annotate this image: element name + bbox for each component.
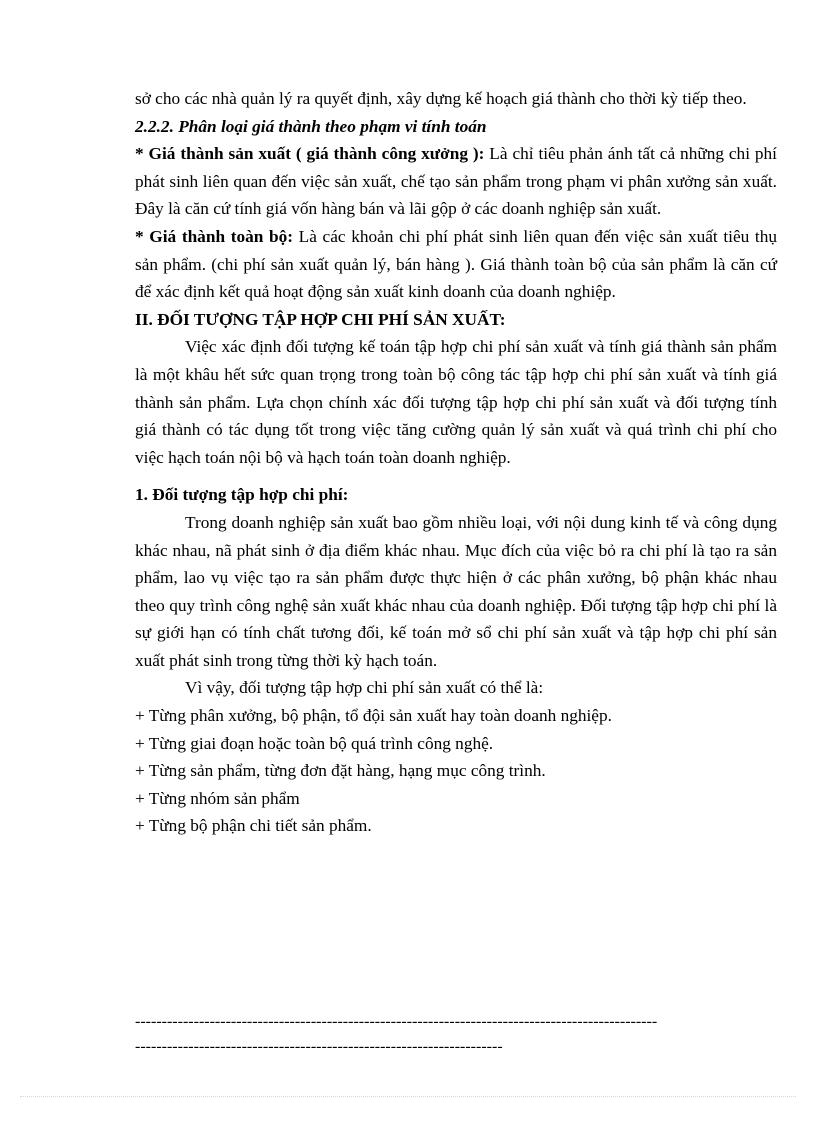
list-item: + Từng phân xưởng, bộ phận, tổ đội sản xuất hay toàn doanh nghiệp. (135, 706, 612, 726)
section-heading-1: 1. Đối tượng tập hợp chi phí: (135, 485, 349, 505)
paragraph-vi-vay: Vì vậy, đối tượng tập hợp chi phí sản xuất có thể là: (185, 678, 544, 698)
list-item: + Từng nhóm sản phẩm (135, 788, 300, 808)
list-item: + Từng bộ phận chi tiết sản phẩm. (135, 816, 372, 836)
dashed-separator (135, 1009, 777, 1059)
dashed-line-1: -------------------------------------------------------------------------------------------------- (135, 1013, 658, 1030)
document-body (135, 85, 777, 840)
paragraph-gia-thanh-san-xuat (135, 140, 777, 223)
label-gia-thanh-san-xuat: * Giá thành sản xuất ( giá thành công xưởng ): (135, 144, 485, 164)
paragraph-gia-thanh-toan-bo (135, 223, 777, 306)
section-heading-II: II. ĐỐI TƯỢNG TẬP HỢP CHI PHÍ SẢN XUẤT: (135, 309, 506, 329)
list-item: + Từng sản phẩm, từng đơn đặt hàng, hạng mục công trình. (135, 761, 546, 781)
list-item: + Từng giai đoạn hoặc toàn bộ quá trình công nghệ. (135, 733, 494, 753)
text-gia-thanh-toan-bo: Là các khoản chi phí phát sinh liên quan đến việc sản xuất tiêu thụ sản phẩm. (chi phí sản xuất quản lý, bán hàng ). Giá thành toàn bộ của sản phẩm là căn cứ để xác định kết quả hoạt động sản xuất kinh doanh của doanh nghiệp. (135, 226, 777, 302)
intro-paragraph: sở cho các nhà quản lý ra quyết định, xây dựng kế hoạch giá thành cho thời kỳ tiếp theo. (135, 89, 747, 108)
paragraph-1: Trong doanh nghiệp sản xuất bao gồm nhiều loại, với nội dung kinh tế và công dụng khác nhau, nã phát sinh ở địa điểm khác nhau. Mục đích của việc bỏ ra chi phí là tạo ra sản phẩm, lao vụ việc tạo ra sản phẩm được thực hiện ở các phân xưởng, bộ phận khác nhau theo quy trình công nghệ sản xuất khác nhau của doanh nghiệp. Đối tượng tập hợp chi phí là sự giới hạn có tính chất tương đối, kế toán mở sổ chi phí sản xuất và tập hợp chi phí sản xuất phát sinh trong từng thời kỳ hạch toán. (135, 512, 777, 670)
dashed-line-2: --------------------------------------------------------------------- (135, 1038, 503, 1055)
label-gia-thanh-toan-bo: * Giá thành toàn bộ: (135, 226, 294, 246)
page-bottom-divider (20, 1096, 796, 1097)
text-gia-thanh-san-xuat: Là chỉ tiêu phản ánh tất cả những chi phí phát sinh liên quan đến việc sản xuất, chế tạo sản phẩm trong phạm vi phân xưởng sản xuất. Đây là căn cứ tính giá vốn hàng bán và lãi gộp ở các doanh nghiệp sản xuất. (135, 144, 777, 219)
section-heading-2-2-2: 2.2.2. Phân loại giá thành theo phạm vi tính toán (135, 116, 487, 136)
paragraph-II: Việc xác định đối tượng kế toán tập hợp chi phí sản xuất và tính giá thành sản phẩm là một khâu hết sức quan trọng trong toàn bộ công tác tập hợp chi phí sản xuất và tính giá thành sản phẩm. Lựa chọn chính xác đối tượng tập hợp chi phí sản xuất và đối tượng tính giá thành có tác dụng tốt trong việc tăng cường quản lý sản xuất và quá trình chi phí cho việc hạch toán nội bộ và hạch toán toàn doanh nghiệp. (135, 337, 777, 467)
